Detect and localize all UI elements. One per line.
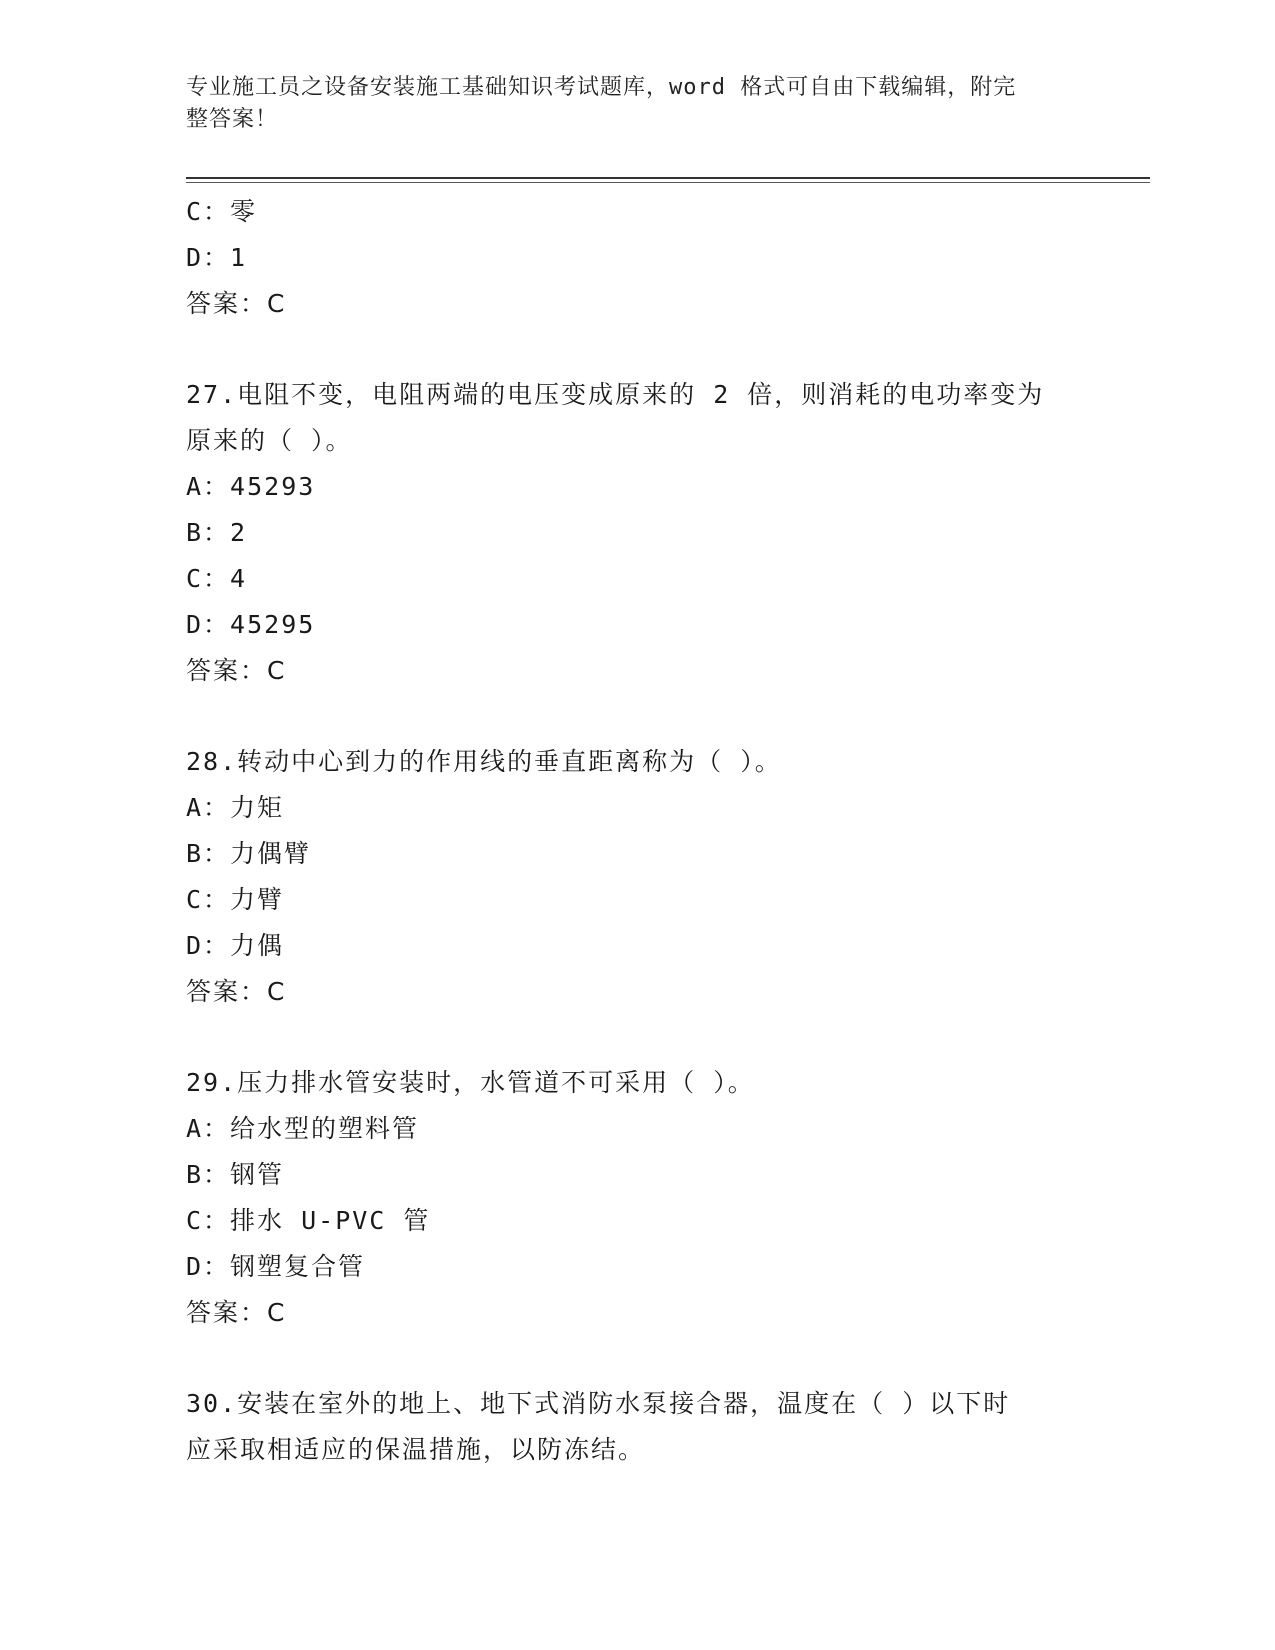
option-c: C：4 [186,564,248,593]
option-d: D：钢塑复合管 [186,1252,366,1281]
question-stem: 27.电阻不变，电阻两端的电压变成原来的 2 倍，则消耗的电功率变为 [186,380,1045,409]
header-divider-thin [186,182,1150,183]
answer-line: 答案：C [186,656,287,685]
option-d: D：1 [186,243,248,272]
question-stem-continued: 应采取相适应的保温措施，以防冻结。 [186,1435,646,1464]
question-29 [186,1060,1086,1336]
answer-line: 答案：C [186,977,287,1006]
option-a: A：给水型的塑料管 [186,1114,420,1143]
question-30 [186,1381,1086,1473]
option-b: B：力偶臂 [186,839,312,868]
option-c: C：排水 U-PVC 管 [186,1206,431,1235]
question-28 [186,739,1086,1015]
question-stem-continued: 原来的（ ）。 [186,426,353,455]
option-c: C：力臂 [186,885,285,914]
option-b: B：钢管 [186,1160,285,1189]
question-stem: 29.压力排水管安装时，水管道不可采用（ ）。 [186,1068,755,1097]
answer-line: 答案：C [186,289,287,318]
question-stem: 30.安装在室外的地上、地下式消防水泵接合器，温度在（ ）以下时 [186,1389,1011,1418]
question-stem: 28.转动中心到力的作用线的垂直距离称为（ ）。 [186,747,782,776]
header-divider-thick [186,177,1150,179]
document-header [186,72,1066,136]
option-a: A：45293 [186,472,316,501]
question-27 [186,372,1086,694]
option-d: D：45295 [186,610,316,639]
option-a: A：力矩 [186,793,285,822]
option-d: D：力偶 [186,931,285,960]
question-26-continued [186,189,1086,327]
option-b: B：2 [186,518,248,547]
header-line-1: 专业施工员之设备安装施工基础知识考试题库，word 格式可自由下载编辑，附完 [186,75,1017,100]
option-c: C：零 [186,197,258,226]
question-list [186,189,1086,1473]
answer-line: 答案：C [186,1298,287,1327]
header-line-2: 整答案！ [186,107,279,132]
